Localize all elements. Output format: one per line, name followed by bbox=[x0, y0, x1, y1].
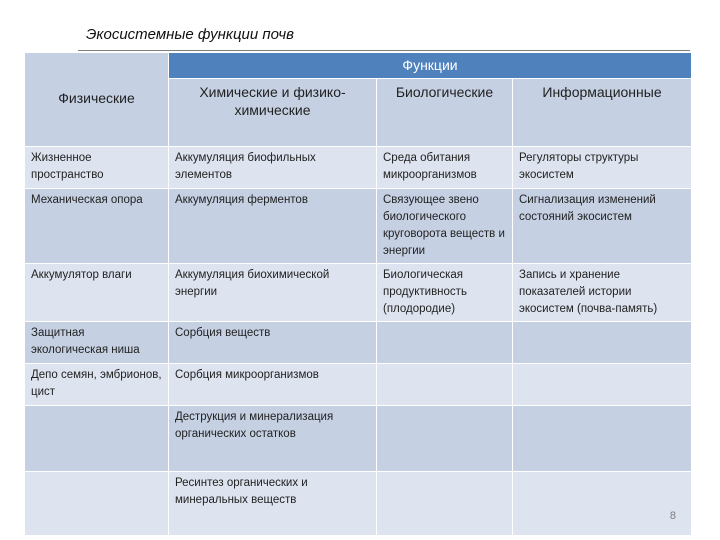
column-header-biological: Биологические bbox=[377, 78, 513, 146]
table-cell: Запись и хранение показателей истории экосистем (почва-память) bbox=[513, 264, 692, 322]
table-cell: Сигнализация изменений состояний экосистем bbox=[513, 189, 692, 264]
table-cell bbox=[377, 322, 513, 364]
table-cell: Аккумуляция биофильных элементов bbox=[169, 147, 377, 189]
column-header-physical: Физические bbox=[58, 90, 135, 106]
table-row bbox=[25, 322, 692, 364]
page-number: 8 bbox=[669, 510, 676, 522]
table-cell: Защитная экологическая ниша bbox=[25, 322, 169, 364]
table-cell bbox=[25, 472, 169, 536]
table-cell bbox=[25, 406, 169, 472]
table-cell: Аккумуляция биохимической энергии bbox=[169, 264, 377, 322]
functions-table bbox=[24, 52, 692, 536]
table-cell bbox=[377, 406, 513, 472]
table-cell: Регуляторы структуры экосистем bbox=[513, 147, 692, 189]
table-cell: Сорбция веществ bbox=[169, 322, 377, 364]
table-cell bbox=[377, 364, 513, 406]
title-divider bbox=[78, 50, 690, 51]
table-cell: Жизненное пространство bbox=[25, 147, 169, 189]
table-cell: Аккумуляция ферментов bbox=[169, 189, 377, 264]
table-cell: Среда обитания микроорганизмов bbox=[377, 147, 513, 189]
header-blank bbox=[25, 53, 169, 147]
table-row bbox=[25, 364, 692, 406]
table-row bbox=[25, 472, 692, 536]
table-cell bbox=[377, 472, 513, 536]
table-cell bbox=[513, 472, 692, 536]
table-cell: Биологическая продуктивность (плодородие) bbox=[377, 264, 513, 322]
column-header-chemical: Химические и физико-химические bbox=[169, 78, 377, 146]
table-cell bbox=[513, 364, 692, 406]
table-cell bbox=[513, 322, 692, 364]
table-row bbox=[25, 189, 692, 264]
table-cell bbox=[513, 406, 692, 472]
table-cell: Деструкция и минерализация органических остатков bbox=[169, 406, 377, 472]
table-cell: Связующее звено биологического круговорота веществ и энергии bbox=[377, 189, 513, 264]
table-row bbox=[25, 406, 692, 472]
table-cell: Сорбция микроорганизмов bbox=[169, 364, 377, 406]
super-header-functions: Функции bbox=[169, 53, 692, 79]
table-cell: Депо семян, эмбрионов, цист bbox=[25, 364, 169, 406]
table-cell: Ресинтез органических и минеральных веществ bbox=[169, 472, 377, 536]
column-header-informational: Информационные bbox=[513, 78, 692, 146]
table-cell: Аккумулятор влаги bbox=[25, 264, 169, 322]
table-row bbox=[25, 264, 692, 322]
table-cell: Механическая опора bbox=[25, 189, 169, 264]
table-row bbox=[25, 147, 692, 189]
slide-title: Экосистемные функции почв bbox=[86, 26, 294, 43]
